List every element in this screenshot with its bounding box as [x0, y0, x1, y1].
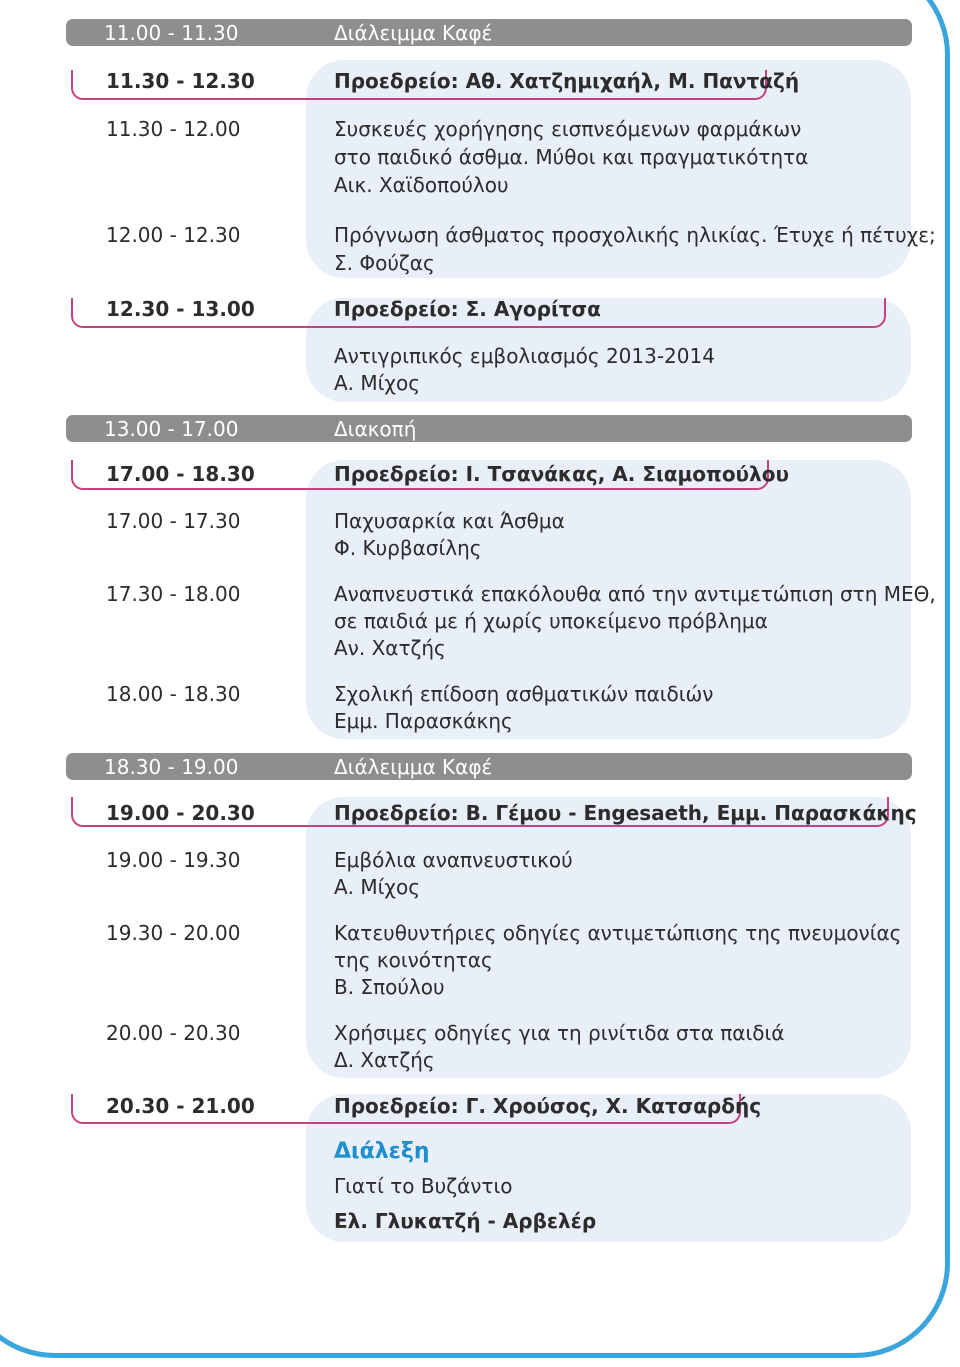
talk-speaker: Εμμ. Παρασκάκης	[334, 709, 513, 733]
break-row	[66, 19, 912, 46]
break-row	[66, 415, 912, 442]
talk-speaker: Δ. Χατζής	[334, 1048, 435, 1072]
session-chair: Προεδρείο: Γ. Χρούσος, Χ. Κατσαρδής	[334, 1094, 762, 1118]
talk-time: 18.00 - 18.30	[106, 682, 241, 706]
talk-speaker: Α. Μίχος	[334, 371, 420, 395]
talk-speaker: Σ. Φούζας	[334, 251, 435, 275]
talk-time: 19.30 - 20.00	[106, 921, 241, 945]
talk-speaker: Φ. Κυρβασίλης	[334, 536, 482, 560]
talk-speaker: Αν. Χατζής	[334, 636, 446, 660]
talk-title: Κατευθυντήριες οδηγίες αντιμετώπισης της πνευμονίας	[334, 921, 902, 945]
session-time: 20.30 - 21.00	[106, 1094, 255, 1118]
talk-title: Χρήσιμες οδηγίες για τη ρινίτιδα στα παιδιά	[334, 1021, 785, 1045]
break-label: Διάλειμμα Καφέ	[334, 21, 493, 45]
talk-time: 17.30 - 18.00	[106, 582, 241, 606]
talk-title: Σχολική επίδοση ασθματικών παιδιών	[334, 682, 714, 706]
lecture-title: Γιατί το Βυζάντιο	[334, 1174, 513, 1198]
break-time: 11.00 - 11.30	[104, 21, 239, 45]
talk-title: στο παιδικό άσθμα. Μύθοι και πραγματικότητα	[334, 145, 809, 169]
talk-time: 12.00 - 12.30	[106, 223, 241, 247]
session-time: 12.30 - 13.00	[106, 297, 255, 321]
talk-title: Εμβόλια αναπνευστικού	[334, 848, 573, 872]
talk-speaker: Αικ. Χαϊδοπούλου	[334, 173, 509, 197]
talk-title: Αναπνευστικά επακόλουθα από την αντιμετώπιση στη ΜΕΘ,	[334, 582, 936, 606]
talk-title: Συσκευές χορήγησης εισπνεόμενων φαρμάκων	[334, 117, 802, 141]
talk-title: σε παιδιά με ή χωρίς υποκείμενο πρόβλημα	[334, 609, 768, 633]
session-chair: Προεδρείο: Ι. Τσανάκας, Α. Σιαμοπούλου	[334, 462, 789, 486]
lecture-speaker: Ελ. Γλυκατζή - Αρβελέρ	[334, 1209, 597, 1233]
talk-title: Αντιγριπικός εμβολιασμός 2013-2014	[334, 344, 715, 368]
talk-time: 20.00 - 20.30	[106, 1021, 241, 1045]
talk-speaker: Β. Σπούλου	[334, 975, 445, 999]
session-chair: Προεδρείο: Β. Γέμου - Engesaeth, Εμμ. Παρασκάκης	[334, 801, 917, 825]
talk-speaker: Α. Μίχος	[334, 875, 420, 899]
talk-time: 11.30 - 12.00	[106, 117, 241, 141]
break-label: Διάλειμμα Καφέ	[334, 755, 493, 779]
talk-title: Πρόγνωση άσθματος προσχολικής ηλικίας. Έτυχε ή πέτυχε;	[334, 223, 936, 247]
break-label: Διακοπή	[334, 417, 417, 441]
session-time: 19.00 - 20.30	[106, 801, 255, 825]
talk-time: 17.00 - 17.30	[106, 509, 241, 533]
break-time: 13.00 - 17.00	[104, 417, 239, 441]
session-time: 17.00 - 18.30	[106, 462, 255, 486]
talk-time: 19.00 - 19.30	[106, 848, 241, 872]
break-time: 18.30 - 19.00	[104, 755, 239, 779]
session-time: 11.30 - 12.30	[106, 69, 255, 93]
talk-title: της κοινότητας	[334, 948, 493, 972]
talk-title: Παχυσαρκία και Άσθμα	[334, 509, 565, 533]
break-row	[66, 753, 912, 780]
session-chair: Προεδρείο: Σ. Αγορίτσα	[334, 297, 601, 321]
session-chair: Προεδρείο: Αθ. Χατζημιχαήλ, Μ. Πανταζή	[334, 69, 800, 93]
lecture-heading: Διάλεξη	[334, 1139, 430, 1164]
